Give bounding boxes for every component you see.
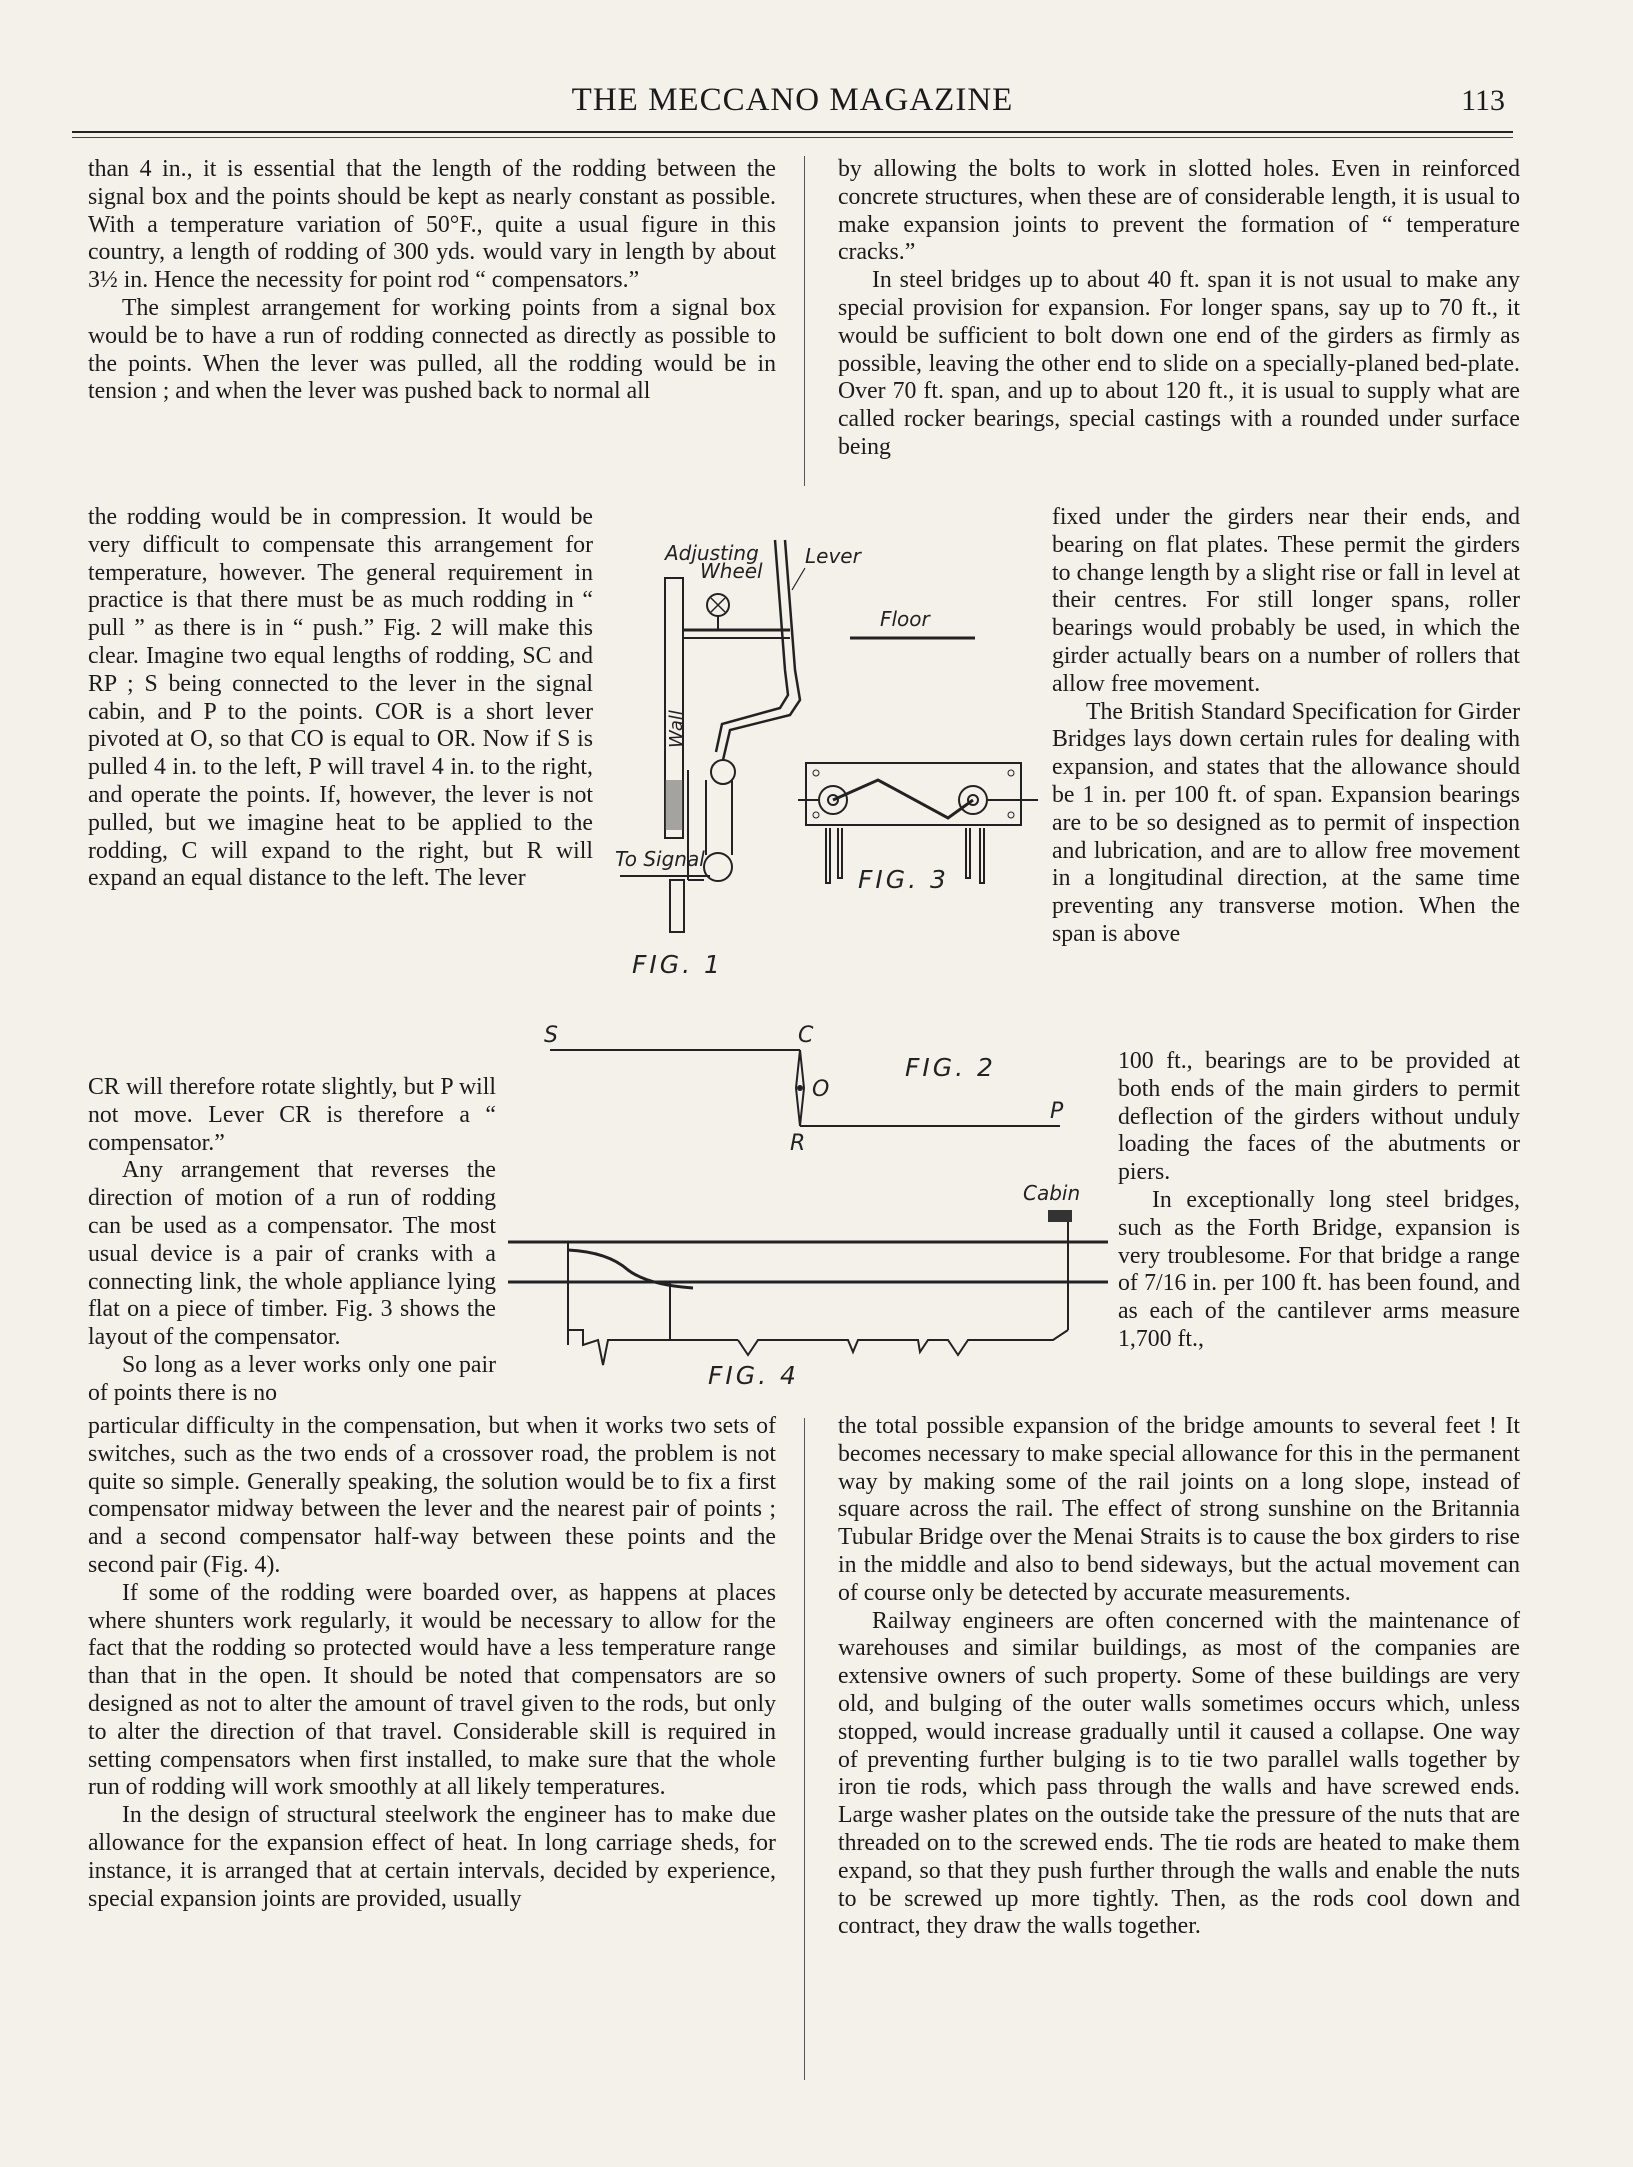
paragraph: by allowing the bolts to work in slotted holes. Even in reinforced concrete structures, when these are of considerable length, it is usual to make expansion joints to prevent the formation of “ temperature cracks.” [838, 156, 1520, 266]
paragraph: particular difficulty in the compensation, but when it works two sets of switches, such as the two ends of a crossover road, the problem is not quite so simple. Generally speaking, the solution would be to fix a first compensator midway between the lever and the nearest pair of points ; and a second compensator half-way between these points and the second pair (Fig. 4). [88, 1413, 776, 1578]
paragraph: the total possible expansion of the bridge amounts to several feet ! It becomes necessary to make special allowance for this in the permanent way by making some of the rail joints on a long slope, instead of square across the rail. The effect of strong sunshine on the Britannia Tubular Bridge over the Menai Straits is to cause the box girders to rise in the middle and also to bend sideways, but the actual movement can of course only be detected by accurate measurements. [838, 1413, 1520, 1606]
fig1-caption: FIG. 1 [632, 950, 723, 979]
left-column-inset-2 [88, 1074, 496, 1408]
label-lever: Lever [805, 544, 861, 568]
label-c: C [798, 1023, 814, 1048]
label-p: P [1050, 1099, 1064, 1124]
wall-base [670, 880, 684, 932]
right-column-top [838, 156, 1520, 462]
label-wall: Wall [666, 710, 687, 748]
figure-3 [798, 758, 1038, 898]
paragraph: If some of the rodding were boarded over, as happens at places where shunters work regularly, it would be necessary to allow for the fact that the rodding so protected would have a less temperature range than that in the open. It should be noted that compensators are so designed as not to alter the amount of travel given to the rods, but only to alter the direction of that travel. Considerable skill is required in setting compensators when first installed, to make sure that the whole run of rodding will work smoothly at all likely temperatures. [88, 1579, 776, 1801]
header-rule [72, 131, 1513, 133]
paragraph: In steel bridges up to about 40 ft. span it is not usual to make any special provision for expansion. For longer spans, say up to 70 ft., it would be sufficient to bolt down one end of the girders as firmly as possible, leaving the other end to slide on a specially-planed bed-plate. Over 70 ft. span, and up to about 120 ft., it is usual to supply what are called rocker bearings, special castings with a rounded under surface being [838, 267, 1520, 460]
paragraph: The simplest arrangement for working points from a signal box would be to have a run of rodding connected as directly as possible to the points. When the lever was pulled, all the rodding would be in tension ; and when the lever was pushed back to normal all [88, 294, 776, 405]
compensator-timber [806, 763, 1021, 825]
label-o: O [812, 1077, 830, 1102]
paragraph: 100 ft., bearings are to be provided at both ends of the main girders to permit deflection of the girders without unduly loading the faces of the abutments or piers. [1118, 1048, 1520, 1186]
column-divider [804, 1418, 805, 2080]
page-number: 113 [1461, 84, 1505, 117]
page-header [72, 82, 1513, 126]
left-column-top [88, 156, 776, 406]
column-divider [804, 156, 805, 486]
paragraph: the rodding would be in compression. It would be very difficult to compensate this arrangement for temperature, however. The general requirement in practice is that there must be as much rodding in “ pull ” as there is in “ push.” Fig. 2 will make this clear. Imagine two equal lengths of rodding, SC and RP ; S being connected to the lever in the signal cabin, and P to the points. COR is a short lever pivoted at O, so that CO is equal to OR. Now if S is pulled 4 in. to the left, P will travel 4 in. to the right, and operate the points. If, however, the lever is not pulled, but we imagine heat to be applied to the rodding, C will expand to the right, but R will expand an equal distance to the left. The lever [88, 504, 593, 892]
paragraph: The British Standard Specification for Girder Bridges lays down certain rules for dealing with expansion, and states that the allowance should be 1 in. per 100 ft. of span. Expansion bearings are to be so designed as to permit of inspection and lubrication, and are to allow free movement in a longitudinal direction, at the same time preventing any transverse motion. When the span is above [1052, 698, 1520, 947]
paragraph: fixed under the girders near their ends, and bearing on flat plates. These permit the girders to change length by a slight rise or fall in level at their centres. For still longer spans, roller bearings would probably be used, in which the girder actually bears on a number of rollers that allow free movement. [1052, 504, 1520, 697]
label-s: S [544, 1023, 558, 1048]
label-floor: Floor [880, 607, 930, 631]
paragraph: So long as a lever works only one pair of points there is no [88, 1351, 496, 1406]
fig3-caption: FIG. 3 [858, 865, 949, 894]
label-r: R [790, 1131, 806, 1156]
paragraph: Any arrangement that reverses the direction of motion of a run of rodding can be used as a compensator. The most usual device is a pair of cranks with a connecting link, the whole appliance lying flat on a piece of timber. Fig. 3 shows the layout of the compensator. [88, 1157, 496, 1351]
right-column-inset [1052, 504, 1520, 949]
label-wheel: Wheel [700, 559, 763, 583]
paragraph: In the design of structural steelwork the engineer has to make due allowance for the expansion effect of heat. In long carriage sheds, for instance, it is arranged that at certain intervals, decided by experience, special expansion joints are provided, usually [88, 1802, 776, 1912]
paragraph: In exceptionally long steel bridges, such as the Forth Bridge, expansion is very troublesome. For that bridge a range of 7/16 in. per 100 ft. has been found, and as each of the cantilever arms measure 1,700 ft., [1118, 1186, 1520, 1352]
right-column-inset-2 [1118, 1048, 1520, 1354]
right-column-bottom [838, 1413, 1520, 1941]
label-adjusting: Adjusting [665, 541, 759, 565]
header-rule-thin [72, 137, 1513, 138]
fig2-caption: FIG. 2 [905, 1053, 996, 1082]
paragraph: than 4 in., it is essential that the length of the rodding between the signal box and the points should be kept as nearly constant as possible. With a temperature variation of 50°F., quite a usual figure in this country, a length of rodding of 300 yds. would vary in length by about 3½ in. Hence the necessity for point rod “ compensators.” [88, 156, 776, 294]
left-column-bottom [88, 1413, 776, 1913]
connecting-link [833, 780, 973, 818]
paragraph: Railway engineers are often concerned with the maintenance of warehouses and similar buildings, as most of the companies are extensive owners of such property. Some of these buildings are very old, and bulging of the outer walls sometimes occurs which, unless stopped, would increase gradually until it caused a collapse. One way of preventing further bulging is to tie two parallel walls together by iron tie rods, which pass through the walls and have screwed ends. Large washer plates on the outside take the pressure of the nuts that are threaded on to the screwed ends. The tie rods are heated to make them expand, so that they push further through the walls and enable the nuts to be screwed up more tightly. Then, as the rods cool down and contract, they draw the walls together. [838, 1607, 1520, 1940]
left-column-inset [88, 504, 593, 893]
figure-4 [508, 1180, 1118, 1400]
wall-hatch [665, 780, 683, 830]
paragraph: CR will therefore rotate slightly, but P will not move. Lever CR is therefore a “ compensator.” [88, 1074, 496, 1156]
magazine-title: THE MECCANO MAGAZINE [571, 82, 1014, 118]
label-to-signal: To Signal [615, 847, 705, 871]
label-cabin: Cabin [1023, 1181, 1081, 1205]
fig4-caption: FIG. 4 [708, 1361, 799, 1390]
figure-2 [540, 1018, 1080, 1158]
cabin-shape [1048, 1210, 1072, 1222]
rodding-run [568, 1282, 670, 1365]
